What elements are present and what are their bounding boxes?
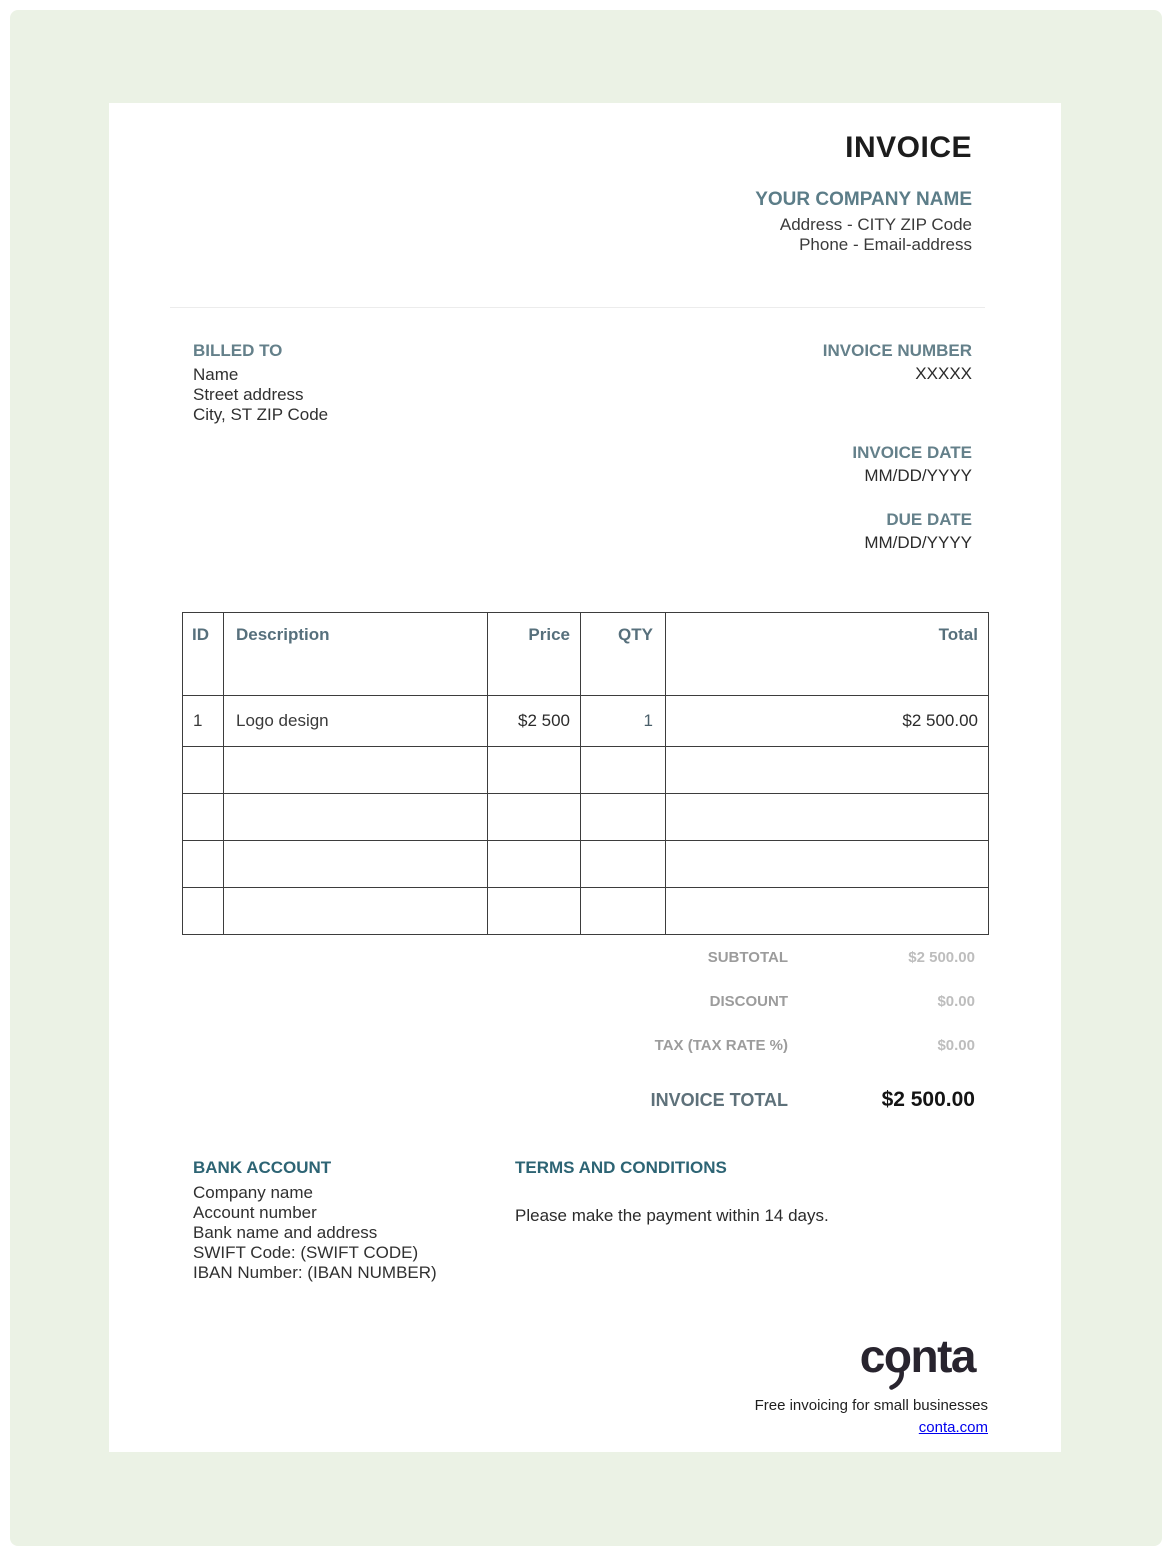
logo-comma-icon: [889, 1370, 905, 1390]
due-date-value: MM/DD/YYYY: [864, 533, 972, 552]
terms-label: TERMS AND CONDITIONS: [515, 1158, 727, 1177]
invoice-date-value: MM/DD/YYYY: [864, 466, 972, 485]
tax-row: [651, 1037, 975, 1054]
company-block: [755, 189, 972, 254]
table-row: [183, 888, 989, 935]
logo-letter-o: o: [884, 1333, 911, 1379]
cell-id: [183, 841, 224, 888]
logo-letter-c: c: [859, 1330, 884, 1382]
conta-logo: [859, 1330, 975, 1382]
invoice-title: INVOICE: [845, 131, 972, 164]
cell-total: [666, 747, 989, 794]
invoice-date-label: INVOICE DATE: [852, 443, 972, 462]
logo-letters-nta: nta: [910, 1330, 975, 1382]
cell-description: [224, 888, 488, 935]
cell-description: [224, 747, 488, 794]
cell-id: [183, 747, 224, 794]
totals-block: [651, 949, 975, 1139]
company-name: YOUR COMPANY NAME: [755, 189, 972, 210]
billed-to-city: City, ST ZIP Code: [193, 405, 329, 424]
bank-name-address: Bank name and address: [193, 1223, 378, 1242]
invoice-number-label: INVOICE NUMBER: [822, 341, 972, 360]
subtotal-row: [651, 949, 975, 966]
billed-to-name: Name: [193, 365, 239, 384]
cell-qty: 1: [581, 696, 666, 747]
cell-qty: [581, 747, 666, 794]
company-contact: Phone - Email-address: [799, 234, 972, 254]
tax-label: TAX (TAX RATE %): [654, 1037, 788, 1054]
billed-to-label: BILLED TO: [193, 341, 283, 360]
due-date-block: [864, 510, 972, 553]
cell-price: [488, 794, 581, 841]
invoice-total-label: INVOICE TOTAL: [650, 1090, 788, 1110]
cell-total: $2 500.00: [666, 696, 989, 747]
cell-price: [488, 747, 581, 794]
cell-total: [666, 794, 989, 841]
header-divider: [170, 307, 985, 308]
cell-price: $2 500: [488, 696, 581, 747]
bank-account-number: Account number: [193, 1203, 317, 1222]
billed-to-block: [193, 341, 328, 425]
table-row: [183, 696, 989, 747]
bank-swift-code: SWIFT Code: (SWIFT CODE): [193, 1243, 419, 1262]
background-panel: [10, 10, 1162, 1546]
bank-account-label: BANK ACCOUNT: [193, 1158, 332, 1177]
cell-price: [488, 888, 581, 935]
bank-iban-number: IBAN Number: (IBAN NUMBER): [193, 1263, 437, 1282]
cell-id: [183, 888, 224, 935]
discount-value: $0.00: [937, 993, 975, 1010]
cell-qty: [581, 841, 666, 888]
due-date-label: DUE DATE: [886, 510, 972, 529]
table-row: [183, 841, 989, 888]
cell-qty: [581, 888, 666, 935]
column-header-id: ID: [183, 613, 224, 696]
column-header-qty: QTY: [581, 613, 666, 696]
cell-id: [183, 794, 224, 841]
line-items-table: [182, 612, 989, 935]
cell-qty: [581, 794, 666, 841]
invoice-page: [109, 103, 1061, 1452]
cell-description: [224, 794, 488, 841]
footer-tagline: Free invoicing for small businesses: [754, 1397, 988, 1414]
invoice-total-value: $2 500.00: [881, 1088, 975, 1111]
cell-total: [666, 888, 989, 935]
subtotal-value: $2 500.00: [908, 949, 975, 966]
column-header-price: Price: [488, 613, 581, 696]
bank-company-name: Company name: [193, 1183, 314, 1202]
table-row: [183, 794, 989, 841]
table-row: [183, 747, 989, 794]
billed-to-street: Street address: [193, 385, 304, 404]
cell-total: [666, 841, 989, 888]
cell-price: [488, 841, 581, 888]
discount-label: DISCOUNT: [709, 993, 788, 1010]
tax-value: $0.00: [937, 1037, 975, 1054]
invoice-total-row: [651, 1088, 975, 1112]
company-address: Address - CITY ZIP Code: [779, 215, 972, 234]
bank-account-block: [193, 1158, 437, 1283]
cell-description: [224, 841, 488, 888]
terms-text: Please make the payment within 14 days.: [515, 1206, 829, 1225]
terms-block: [515, 1158, 829, 1226]
invoice-number-value: XXXXX: [915, 364, 972, 383]
cell-id: 1: [183, 696, 224, 747]
cell-description: Logo design: [224, 696, 488, 747]
invoice-date-block: [852, 443, 972, 486]
table-header-row: [183, 613, 989, 696]
conta-com-link[interactable]: conta.com: [918, 1419, 988, 1436]
column-header-total: Total: [666, 613, 989, 696]
invoice-number-block: [823, 341, 972, 384]
subtotal-label: SUBTOTAL: [707, 949, 788, 966]
discount-row: [651, 993, 975, 1010]
column-header-description: Description: [224, 613, 488, 696]
